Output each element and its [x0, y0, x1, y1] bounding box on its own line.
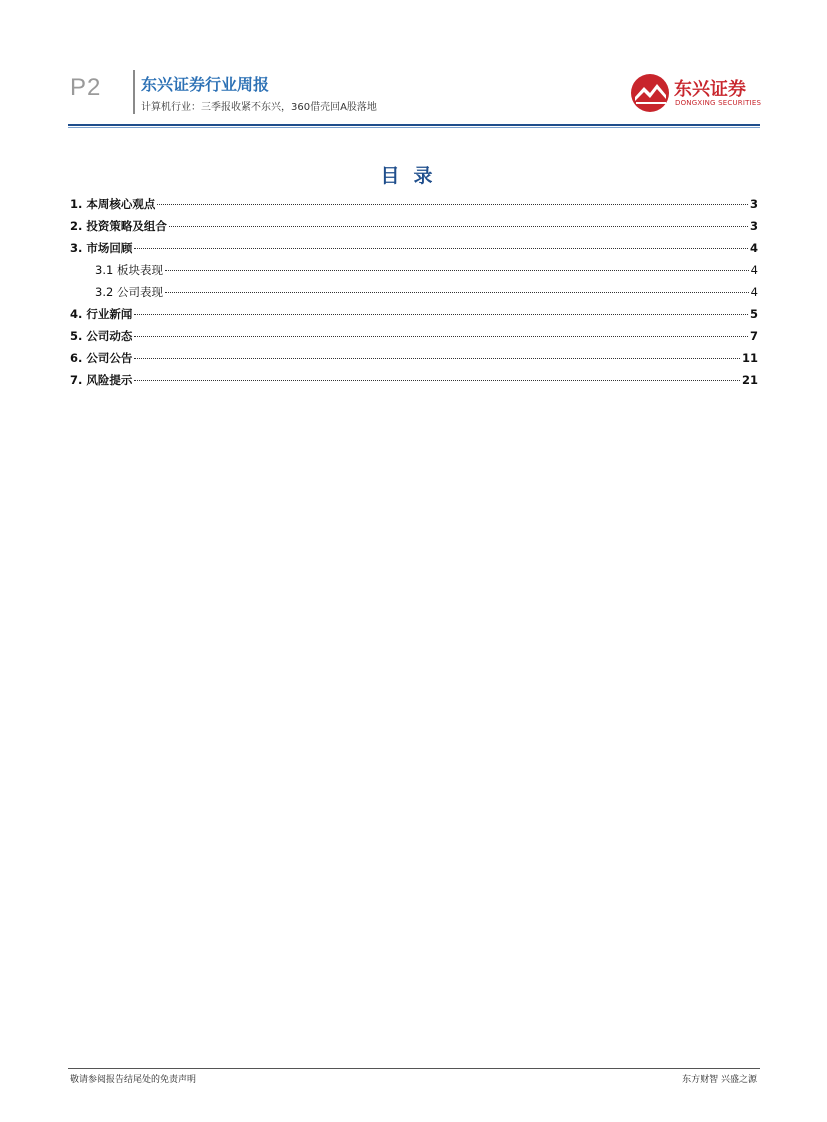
toc-entry-page: 7 [749, 329, 758, 343]
toc-entry-page: 4 [750, 285, 758, 299]
toc-entry[interactable] [70, 218, 758, 240]
toc-entry-label: 4. 行业新闻 [70, 307, 133, 321]
toc-entry-label: 2. 投资策略及组合 [70, 219, 167, 233]
toc-entry[interactable] [70, 328, 758, 350]
toc-entry-label: 3.1 板块表现 [95, 263, 163, 277]
company-logo [630, 73, 760, 113]
toc-entry-label: 7. 风险提示 [70, 373, 133, 387]
toc-entry-label: 3.2 公司表现 [95, 285, 163, 299]
toc-entry[interactable] [70, 240, 758, 262]
logo-english-text: DONGXING SECURITIES [675, 99, 762, 107]
toc-entry-page: 21 [741, 373, 758, 387]
toc-leader-dots [134, 336, 748, 337]
toc-entry-page: 3 [749, 197, 758, 211]
toc-entry-label: 5. 公司动态 [70, 329, 133, 343]
report-type: 东兴证券行业周报 [141, 75, 270, 94]
toc-title: 目录 [380, 165, 447, 187]
toc-leader-dots [134, 358, 740, 359]
toc-entry-label: 3. 市场回顾 [70, 241, 133, 255]
footer-disclaimer: 敬请参阅报告结尾处的免责声明 [70, 1075, 197, 1085]
toc-leader-dots [165, 270, 749, 271]
toc-entry-label: 1. 本周核心观点 [70, 197, 156, 211]
report-subtitle: 计算机行业：三季报收紧不东兴，360借壳回A股落地 [141, 102, 377, 113]
toc-entry[interactable] [70, 372, 758, 394]
page-number: P2 [70, 74, 102, 101]
toc-entry[interactable] [70, 350, 758, 372]
logo-text: 东兴证券 [674, 79, 746, 100]
logo-mark-icon [630, 73, 670, 113]
table-of-contents [70, 196, 758, 394]
header-rule [68, 124, 760, 126]
toc-leader-dots [165, 292, 749, 293]
footer-rule [68, 1068, 760, 1069]
header-divider [133, 70, 135, 114]
toc-entry[interactable] [70, 196, 758, 218]
toc-entry[interactable] [70, 306, 758, 328]
toc-entry-page: 4 [749, 241, 758, 255]
toc-entry-page: 3 [749, 219, 758, 233]
footer-slogan: 东方财智 兴盛之源 [682, 1075, 757, 1085]
toc-entry-label: 6. 公司公告 [70, 351, 133, 365]
header-rule-thin [68, 127, 760, 128]
toc-leader-dots [157, 204, 748, 205]
toc-entry-page: 5 [749, 307, 758, 321]
toc-leader-dots [134, 380, 740, 381]
toc-leader-dots [169, 226, 748, 227]
toc-leader-dots [134, 314, 748, 315]
toc-entry-page: 11 [741, 351, 758, 365]
toc-leader-dots [134, 248, 748, 249]
toc-subentry[interactable] [70, 284, 758, 306]
toc-subentry[interactable] [70, 262, 758, 284]
toc-entry-page: 4 [750, 263, 758, 277]
